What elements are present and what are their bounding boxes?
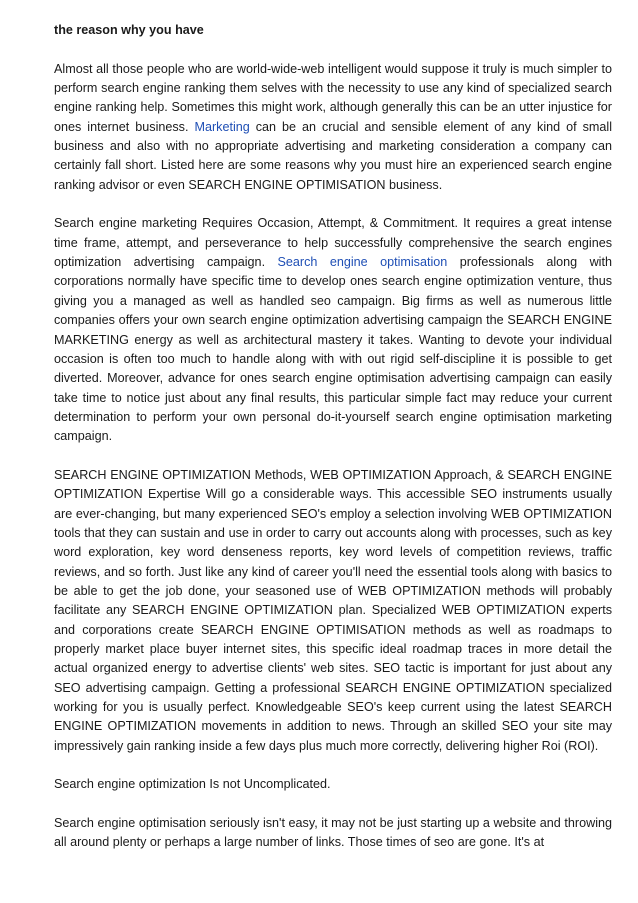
paragraph-2-text-end: professionals along with corporations normally have specific time to develop ones search engine optimization venture, thus giving you a managed as well as handled seo campaign. Big firms as well as numerous little companies offers your own search engine optimization advertising campaign the SEARCH ENGINE MARKETING energy as well as architectural mastery it takes. Wanting to devote your individual occasion is often too much to handle along with with out rigid self-discipline it is possible to get diverted. Moreover, advance for ones search engine optimisation advertising campaign can easily take time to notice just about any final results, this particular simple fact may reduce your current determination to perform your own personal do-it-yourself search engine optimisation marketing campaign.: [54, 255, 612, 444]
section-heading: the reason why you have: [54, 23, 204, 37]
paragraph-1-text-start: Almost all those people who are world-wide-web intelligent would suppose it truly is much simpler to perform search engine ranking them selves with the necessity to use any kind of specialized search engine ranking help. Sometimes this might work, although generally this can be an utter injustice for ones internet business.: [54, 61, 612, 134]
paragraph-3: SEARCH ENGINE OPTIMIZATION Methods, WEB OPTIMIZATION Approach, & SEARCH ENGINE OPTIMIZATION Expertise Will go a considerable ways. This accessible SEO instruments usually are ever-changing, but many experienced SEO's employ a selection involving WEB OPTIMIZATION tools that they can sustain and use in order to carry out accounts along with processes, such as key word exploration, key word denseness reports, key word levels of competition reviews, traffic reviews, and so forth. Just like any kind of career you'll need the essential tools along with basics to be able to get the job done, your seasoned use of WEB OPTIMIZATION methods will probably facilitate any SEARCH ENGINE OPTIMIZATION plan. Specialized WEB OPTIMIZATION experts and corporations create SEARCH ENGINE OPTIMISATION methods as well as roadmaps to properly market place buyer internet sites, this specific ideal roadmap traces in more detail the actual organized energy to advertise clients' web sites. SEO tactic is important for just about any SEO advertising campaign. Getting a professional SEARCH ENGINE OPTIMIZATION specialized working for you is usually perfect. Knowledgeable SEO's keep current using the latest SEARCH ENGINE OPTIMIZATION movements in addition to news. Through an skilled SEO your site may impressively gain ranking inside a few days plus much more correctly, delivering higher Roi (ROI).: [54, 467, 612, 753]
paragraph-4: Search engine optimization Is not Uncomplicated.: [54, 777, 331, 792]
marketing-link[interactable]: Marketing: [194, 119, 250, 134]
paragraph-5: Search engine optimisation seriously isn't easy, it may not be just starting up a website and throwing all around plenty or perhaps a large number of links. Those times of seo are gone. It's at: [54, 816, 612, 850]
paragraph-2: [54, 214, 612, 446]
document-page: [54, 21, 612, 872]
paragraph-1-text-end: can be an crucial and sensible element of any kind of small business and also with no appropriate advertising and marketing consideration a company can certainly fall short. Listed here are some reasons why you must hire an experienced search engine ranking advisor or even SEARCH ENGINE OPTIMISATION business.: [54, 119, 612, 192]
paragraph-2-text-start: Search engine marketing Requires Occasion, Attempt, & Commitment. It requires a great intense time frame, attempt, and perseverance to help successfully comprehensive the search engines optimization advertising campaign.: [54, 216, 612, 270]
paragraph-1: [54, 60, 612, 195]
search-engine-optimisation-link[interactable]: Search engine optimisation: [277, 255, 448, 270]
